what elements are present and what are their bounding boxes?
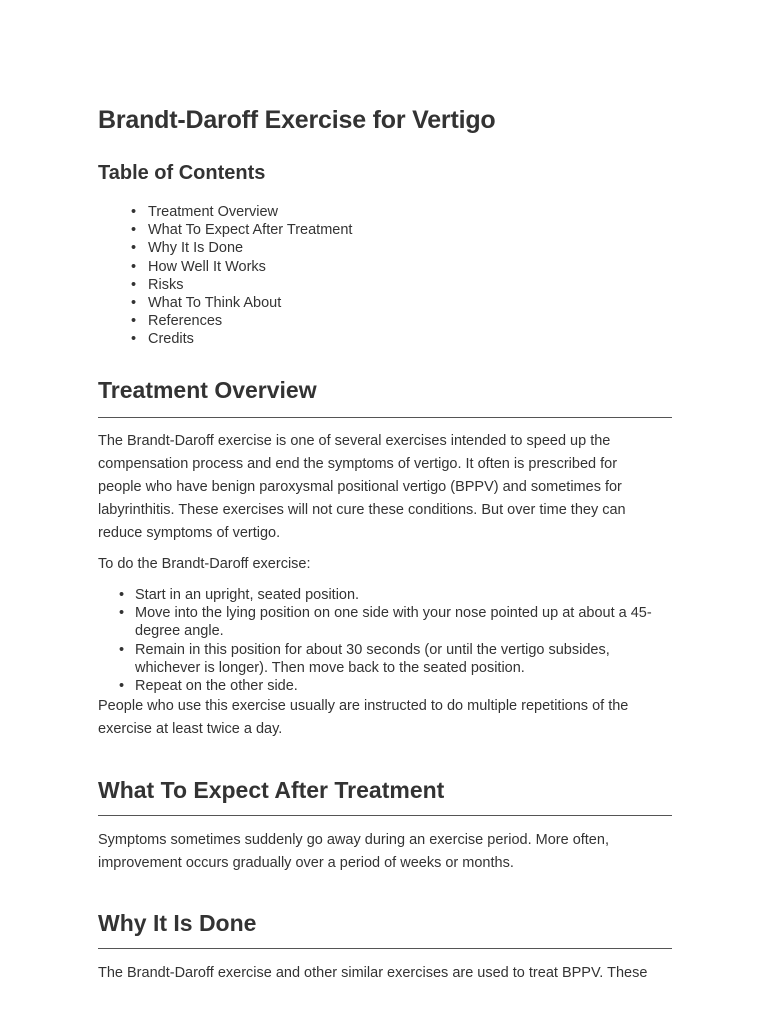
toc-item-why-it-is-done[interactable]: • Why It Is Done <box>128 239 352 257</box>
expect-paragraph: Symptoms sometimes suddenly go away during an exercise period. More often, improvement occurs gradually over a period of weeks or months. <box>98 832 609 871</box>
section-divider <box>98 815 672 816</box>
toc-item-what-to-expect[interactable]: • What To Expect After Treatment <box>128 221 352 239</box>
toc-item-how-well-it-works[interactable]: • How Well It Works <box>128 258 352 276</box>
exercise-step: • Start in an upright, seated position. <box>116 586 656 604</box>
overview-repetitions-paragraph: People who use this exercise usually are instructed to do multiple repetitions of the exercise at least twice a day. <box>98 698 629 737</box>
toc-item-treatment-overview[interactable]: • Treatment Overview <box>128 203 352 221</box>
section-heading-what-to-expect: What To Expect After Treatment <box>98 777 445 803</box>
toc-item-references[interactable]: • References <box>128 312 352 330</box>
toc-item-credits[interactable]: • Credits <box>128 330 352 348</box>
page-title: Brandt-Daroff Exercise for Vertigo <box>98 106 496 134</box>
overview-paragraph: The Brandt-Daroff exercise is one of several exercises intended to speed up the compensation process and end the symptoms of vertigo. It often is prescribed for people who have benign paroxysmal positional vertigo (BPPV) and sometimes for labyrinthitis. These exercises will not cure these conditions. But over time they can reduce symptoms of vertigo. <box>98 433 626 541</box>
exercise-step: • Remain in this position for about 30 seconds (or until the vertigo subsides, whichever is longer). Then move back to the seated position. <box>116 641 656 677</box>
toc-list <box>128 203 352 349</box>
toc-item-what-to-think-about[interactable]: • What To Think About <box>128 294 352 312</box>
exercise-steps-list <box>116 586 656 695</box>
exercise-step: • Move into the lying position on one side with your nose pointed up at about a 45-degree angle. <box>116 604 656 640</box>
section-heading-why-it-is-done: Why It Is Done <box>98 910 257 936</box>
why-paragraph: The Brandt-Daroff exercise and other similar exercises are used to treat BPPV. These <box>98 965 648 981</box>
toc-item-risks[interactable]: • Risks <box>128 276 352 294</box>
section-heading-treatment-overview: Treatment Overview <box>98 377 317 403</box>
exercise-step: • Repeat on the other side. <box>116 677 656 695</box>
overview-instructions-intro: To do the Brandt-Daroff exercise: <box>98 556 311 572</box>
toc-heading: Table of Contents <box>98 162 266 184</box>
section-divider <box>98 948 672 949</box>
section-divider <box>98 417 672 418</box>
